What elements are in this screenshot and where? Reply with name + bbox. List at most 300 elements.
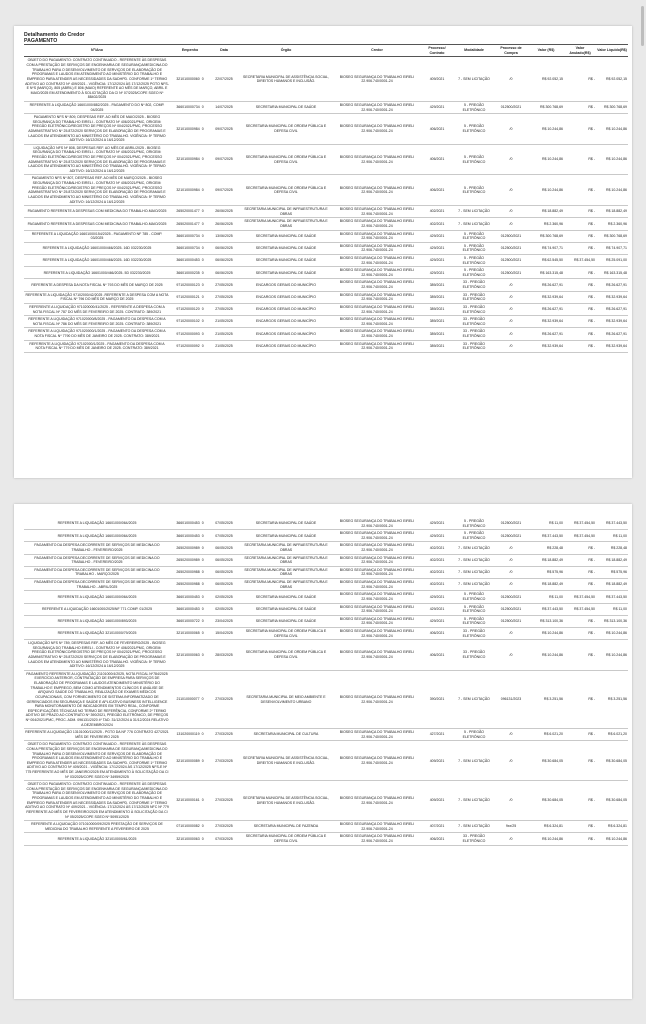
row-valor-liquido [596,101,628,113]
row-description [24,640,170,671]
row-empenho-seq: 0 [201,294,204,299]
row-valor-liquido [596,627,628,639]
row-credor: BIOSEG SEGURANÇA DO TRABALHO EIRELI 22.906.740/0001-24 [339,650,415,660]
row-description [24,328,170,340]
row-orgao [238,566,334,578]
row-empenho [170,230,210,242]
row-empenho [170,729,210,741]
row-modalidade: 5 - PREGÃO ELETRÔNICO [462,185,486,195]
row-description [24,316,170,328]
row-empenho-seq: 0 [201,157,204,162]
row-valor: R$ 6.324,81 [543,824,563,829]
row-orgao: SECRETARIA MUNICIPAL DE ORDEM PÚBLICA E DEFESA CIVIL [245,628,327,638]
row-date: 07/03/2025 [215,836,233,841]
row-valor [528,101,564,113]
table-row [24,670,628,728]
row-valor: R$ 228,48 [546,545,563,550]
row-processo-compra: 012500/2021 [500,270,522,275]
row-orgao: SECRETARIA MUNICIPAL DE SAÚDE [255,270,317,275]
row-date [210,291,238,303]
row-date: 27/03/2025 [215,798,233,803]
row-empenho-seq: 0 [201,126,204,131]
row-processo: 406/2021 [429,631,445,636]
row-empenho-seq: 0 [201,76,204,81]
table-row [24,255,628,267]
row-empenho: 265020001477 [176,221,200,226]
row-description [24,230,170,242]
row-orgao: SECRETARIA MUNICIPAL DE INFRAESTRUTURA E OBRAS [244,567,328,577]
row-credor: BIOSEG SEGURANÇA DO TRABALHO EIRELI 22.906.740/0001-24 [339,207,415,216]
row-valor-liquido [596,114,628,145]
row-valor-liquido [596,218,628,230]
row-modalidade [454,542,494,554]
row-description: LIQUIDAÇÃO NFS Nº 808, DESPESAS REF. AO MÊS DE ABRIL/2025 - BIOSEG SEGURANÇA DO TRABALHO EIRELI - CONTRATO Nº 406/2021/PMC, ORIGEM: PREGÃO ELETRÔNICO/REGISTRO DE PREÇOS Nº 004/2021/PMC, PROCESSO ADMINISTRATIVO Nº 25.872/2020 SERVIÇOS DE ELABORAÇÃO DE PROGRAMAS E LAUDOS EM ATENDIMENTO AO MINISTÉRIO DO TRABALHO. VIGÊNCIA: 5º TERMO ADITIVO: 16/12/2024 A 16/12/2025 [28,145,166,173]
row-credor [334,741,420,781]
row-processo-compra [494,566,528,578]
row-valor: R$ 313.100,36 [540,619,563,624]
row-valor: R$ 32.939,64 [541,343,563,348]
row-processo-compra [494,729,528,741]
table-row [24,530,628,542]
col-header-credor: Credor [334,45,420,57]
row-valor [528,542,564,554]
row-valor-liquido [596,554,628,566]
row-date [210,144,238,175]
row-valor [528,554,564,566]
row-processo [420,316,454,328]
row-empenho-seq: 0 [201,533,204,538]
row-modalidade: 7 - SEM LICITAÇÃO [458,697,490,702]
row-processo: 429/2021 [429,258,445,263]
row-processo-compra: /0 [509,343,513,348]
row-processo-compra: 096131/2023 [500,697,522,702]
table-row [24,627,628,639]
row-credor [334,175,420,206]
row-processo-compra [494,267,528,279]
row-empenho [170,627,210,639]
row-processo-compra: 012500/2021 [500,233,522,238]
row-valor-anulado [564,267,596,279]
row-modalidade [454,566,494,578]
row-modalidade: 7 - SEM LICITAÇÃO [458,209,490,214]
row-processo: 409/2021 [429,758,445,763]
row-empenho: 265020000988 [176,582,200,587]
row-modalidade: 7 - SEM LICITAÇÃO [458,798,490,803]
row-processo: 402/2021 [429,209,445,214]
row-empenho: 321010000984 [176,126,200,131]
row-description [24,554,170,566]
row-valor-anulado [564,340,596,352]
row-description: PAGAMENTO NFS Nº 809, DESPESAS REF. AO MÊS DE MAIO/2025 - BIOSEG SEGURANÇA DO TRABALHO EIRELI - CONTRATO Nº 406/2021/PMC, ORIGEM: PREGÃO ELETRÔNICO/REGISTRO DE PREÇOS Nº 004/2021/PMC, PROCESSO ADMINISTRATIVO Nº 25.872/2020 SERVIÇOS DE ELABORAÇÃO DE PROGRAMAS E LAUDOS EM ATENDIMENTO AO MINISTÉRIO DO TRABALHO. VIGÊNCIA: 5º TERMO ADITIVO: 16/12/2024 A 16/12/2025 [28,115,166,143]
row-valor-anulado [564,206,596,218]
row-valor-anulado [564,729,596,741]
row-empenho-seq: 0 [201,343,204,348]
row-orgao [238,175,334,206]
row-valor: R$ 163.315,48 [540,270,563,275]
row-valor-liquido: R$ 18.882,49 [605,582,627,587]
document-title: Detalhamento do Credor [24,32,85,38]
table-row [24,741,628,781]
row-valor-liquido [596,340,628,352]
row-valor-anulado: R$ - [588,294,595,299]
row-valor-liquido: R$ 26.627,91 [605,331,627,336]
document-header [14,26,632,44]
row-date [210,316,238,328]
row-date [210,340,238,352]
row-empenho: 366010000734 [176,105,200,110]
row-valor-liquido: R$ 10.244,86 [605,652,627,657]
row-orgao [238,579,334,591]
row-processo: 390/2021 [429,697,445,702]
row-valor-anulado: R$ - [588,619,595,624]
row-credor: BIOSEG SEGURANÇA DO TRABALHO EIRELI 22.906.740/0001-24 [339,694,415,704]
row-valor-anulado: R$ - [588,105,595,110]
row-credor [334,101,420,113]
row-empenho: 321010000984 [176,188,200,192]
row-description: PAGAMENTO REFERENTE A DESPESAS COM MEDICINA DO TRABALHO-MAIO/2025 [27,209,167,214]
row-valor-liquido: R$ 26.627,91 [605,282,627,287]
row-valor-anulado: R$ - [588,246,595,251]
row-processo [420,821,454,833]
row-description [24,579,170,591]
row-orgao [238,542,334,554]
row-valor-anulado: R$ - [588,282,595,287]
row-empenho [170,206,210,218]
row-valor-liquido: R$ 300.768,69 [604,105,627,110]
row-valor-liquido: R$ 10.244,86 [605,188,627,192]
row-processo-compra: /0 [509,331,513,336]
row-valor-anulado: R$ - [588,126,595,131]
document-subtitle: PAGAMENTO [24,38,58,44]
row-modalidade: 5 - PREGÃO ELETRÔNICO [462,124,486,133]
row-modalidade [454,670,494,728]
row-valor: R$ 92.052,15 [541,76,563,81]
row-description: OBJETO DO PAGAMENTO: CONTRATO CONTINUADO - REFERENTE ÀS DESPESAS COM A PRESTAÇÃO DE SERVIÇOS DE ENGENHARIA DE SEGURANÇA/MEDICINA DO TRABALHO PARA O DESENVOLVIMENTO DE SERVIÇOS DE ELABORAÇÃO DE PROGRAMAS E LAUDOS EM ATENDIMENTO AO MINISTÉRIO DO TRABALHO E EMPREGO PARA ATENDER AS NECESSIDADES DA SADHPD. CONFORME 1º TERMO ADITIVO AO CONTRATO Nº 409/2021 - VIGÊNCIA: 17/12/2024 ÀS 17/12/2025 PGTO NFS-E NºS (MARÇO), 805 (ABRIL) E 806 (MAIO) REFERENTE AO MÊS DE MARÇO, ABRIL E MAIO/2025 EM ATENDIMENTO À SOLICITAÇÃO DA CI Nº 07/2025/COPE SGEO Nº 88402/2025 [25,58,169,100]
row-orgao [238,821,334,833]
row-empenho [170,741,210,781]
row-orgao: SECRETARIA MUNICIPAL DE SAÚDE [255,619,317,624]
row-valor: R$ 18.882,49 [541,582,563,587]
row-description [24,279,170,291]
row-valor-liquido [596,175,628,206]
col-header-numero: Nº/Ano [24,45,170,57]
row-empenho: 971020000093 [176,331,200,336]
row-valor: R$ 37.443,50 [541,533,563,538]
row-valor-anulado [564,591,596,603]
row-empenho [170,242,210,254]
row-processo-compra [494,530,528,542]
row-processo-compra [494,175,528,206]
row-description: REFERENTE A LIQUIDAÇÃO 16601000/893/2025 [57,619,137,624]
row-orgao: SECRETARIA MUNICIPAL DE SAÚDE [255,606,317,611]
table-row [24,566,628,578]
row-credor: BIOSEG SEGURANÇA DO TRABALHO EIRELI 22.906.740/0001-24 [339,268,415,277]
row-orgao [238,627,334,639]
row-description [24,303,170,315]
row-date: 27/05/2025 [215,294,233,299]
table-header-row [24,45,628,57]
row-processo [420,640,454,671]
row-credor: BIOSEG SEGURANÇA DO TRABALHO EIRELI 22.906.740/0001-24 [339,628,415,638]
row-empenho [170,603,210,615]
row-valor-anulado [564,579,596,591]
row-processo-compra [494,627,528,639]
row-valor: R$ 3.251,56 [543,697,563,702]
row-credor [334,303,420,315]
row-valor-liquido: R$ 6.021,20 [607,732,627,737]
row-processo [420,303,454,315]
row-date: 21/05/2025 [215,319,233,324]
table-row [24,267,628,279]
row-valor-anulado: R$ - [588,157,595,162]
row-orgao: SECRETARIA MUNICIPAL DE ORDEM PÚBLICA E DEFESA CIVIL [245,834,327,843]
row-orgao: SECRETARIA MUNICIPAL DE MEIO AMBIENTE E DESENVOLVIMENTO URBANO [246,694,326,704]
row-processo [420,206,454,218]
row-orgao: SECRETARIA MUNICIPAL DE ASSISTÊNCIA SOCIAL, DIREITOS HUMANOS E INCLUSÃO. [243,796,329,805]
row-date [210,566,238,578]
row-processo-compra: /0 [509,732,513,737]
row-date: 14/07/2025 [215,105,233,110]
table-row [24,640,628,671]
row-orgao: ENCARGOS GERAIS DO MUNICÍPIO [256,282,316,287]
row-empenho: 321010000065 [176,631,200,636]
row-empenho-seq: 0 [201,307,204,312]
row-valor-anulado: R$ - [588,836,595,841]
row-modalidade [454,591,494,603]
row-processo [420,833,454,845]
row-processo-compra: /0 [509,157,513,162]
row-valor-liquido [596,279,628,291]
row-modalidade: 5 - PREGÃO ELETRÔNICO [462,155,486,164]
row-valor-liquido: R$ 30.684,05 [605,798,627,803]
row-modalidade: 33 - PREGÃO ELETRÔNICO [462,834,486,843]
row-valor [528,242,564,254]
row-credor: BIOSEG SEGURANÇA DO TRABALHO EIRELI 22.906.740/0001-24 [339,256,415,265]
row-empenho: 321010000089 [176,758,200,763]
row-valor-anulado [564,175,596,206]
row-empenho [170,554,210,566]
table-row [24,144,628,175]
col-header-data: Data [210,45,238,57]
row-processo [420,242,454,254]
row-credor [334,255,420,267]
row-modalidade: 5 - PREGÃO ELETRÔNICO [462,256,486,265]
row-date: 23/04/2025 [215,619,233,624]
row-valor-liquido: R$ 10.244,86 [605,631,627,636]
row-valor-anulado: R$ 37.454,50 [573,521,595,526]
row-date [210,781,238,821]
row-valor-anulado [564,242,596,254]
row-description: REFERENTE A LIQUIDAÇÃO 971020000/41/2025 - REFERENTE A DESPESA COM A NOTA FISCAL Nº 787 DO MÊS DE FEVEREIRO DE 2025. CONTRATO: 389/2021 [29,304,165,314]
row-description: REFERENTE A LIQUIDAÇÃO 16601000/154/2025 - PAGAMENTO NF 785 - COMP. 03/2025 [31,231,163,241]
row-credor: BIOSEG SEGURANÇA DO TRABALHO EIRELI 22.906.740/0001-24 [339,592,415,601]
row-valor-liquido [596,57,628,101]
row-valor: R$ 300.768,69 [540,233,563,238]
row-date [210,670,238,728]
row-valor-liquido [596,821,628,833]
row-date [210,554,238,566]
row-empenho [170,542,210,554]
row-modalidade: 7 - SEM LICITAÇÃO [458,824,490,829]
row-valor-liquido: R$ 32.939,64 [605,319,627,324]
row-date: 06/06/2025 [215,270,233,275]
row-valor [528,729,564,741]
row-empenho-seq: 0 [201,619,204,624]
row-modalidade [454,242,494,254]
row-empenho [170,267,210,279]
row-orgao: ENCARGOS GERAIS DO MUNICÍPIO [256,319,316,324]
row-valor-anulado: R$ 37.454,50 [573,606,595,611]
row-empenho: 971020000102 [176,319,200,324]
row-valor: R$ 26.627,91 [541,331,563,336]
row-valor-liquido: R$ 2.360,96 [607,221,627,226]
row-processo-compra: 012500/2021 [500,258,522,263]
row-orgao: SECRETARIA MUNICIPAL DE SAÚDE [255,533,317,538]
row-orgao: SECRETARIA MUNICIPAL DE ORDEM PÚBLICA E DEFESA CIVIL [245,650,327,660]
row-valor: R$ 10.244,86 [541,157,563,162]
row-valor-liquido: R$ 11,00 [613,606,627,611]
row-empenho: 366010000734 [176,233,200,238]
table-row [24,114,628,145]
row-valor-liquido: R$ 228,48 [610,545,627,550]
row-modalidade: 33 - PREGÃO ELETRÔNICO [462,317,486,326]
row-credor: BIOSEG SEGURANÇA DO TRABALHO EIRELI 22.906.740/0001-24 [339,822,415,831]
row-date: 07/05/2025 [215,533,233,538]
row-valor [528,255,564,267]
row-modalidade: 7 - SEM LICITAÇÃO [458,545,490,550]
row-valor-anulado: R$ 37.454,50 [573,258,595,263]
row-orgao [238,206,334,218]
row-description: REFERENTE A LIQUIDAÇÃO 16601000/064/2025 [57,594,137,599]
row-description: REFERENTE A LIQUIDAÇÃO 321010000/61/2025 [57,836,137,841]
row-modalidade: 7 - SEM LICITAÇÃO [458,570,490,575]
row-valor-anulado: R$ - [588,758,595,763]
row-description [24,741,170,781]
row-credor: BIOSEG SEGURANÇA DO TRABALHO EIRELI 22.906.740/0001-24 [339,580,415,589]
row-description [24,615,170,627]
row-valor: R$ 74.907,71 [541,246,563,251]
row-processo [420,554,454,566]
scrollbar[interactable] [641,6,644,46]
row-modalidade [454,328,494,340]
row-processo-compra: /0 [509,798,513,803]
payments-table-page-1 [24,44,628,353]
row-modalidade: 5 - PREGÃO ELETRÔNICO [462,519,486,528]
row-valor [528,303,564,315]
row-modalidade [454,206,494,218]
row-valor-anulado: R$ - [588,188,595,192]
row-credor [334,530,420,542]
row-valor-anulado [564,328,596,340]
row-processo-compra: /0 [509,836,513,841]
row-description: PAGAMENTO DA DESPESA DECORRENTE DE SERVIÇOS DE MEDICINA DO TRABALHO - MARÇO/2025 [34,567,160,577]
row-empenho: 211010000077 [176,697,200,702]
row-processo: 406/2021 [429,188,445,192]
row-credor: BIOSEG SEGURANÇA DO TRABALHO EIRELI 22.906.740/0001-24 [339,219,415,228]
table-row [24,542,628,554]
row-valor-anulado: R$ - [588,319,595,324]
row-credor [334,316,420,328]
row-empenho-seq: 0 [201,582,204,587]
row-description: REFERENTE A LIQUIDAÇÃO 321010000/79/2025 [57,631,137,636]
row-valor-anulado: R$ - [588,76,595,81]
row-processo-compra [494,741,528,781]
row-orgao [238,741,334,781]
row-modalidade: 7 - SEM LICITAÇÃO [458,758,490,763]
row-valor [528,591,564,603]
row-orgao [238,101,334,113]
row-orgao: SECRETARIA MUNICIPAL DE INFRAESTRUTURA E OBRAS [244,207,328,216]
row-date: 02/05/2025 [215,606,233,611]
row-valor-liquido [596,518,628,530]
row-processo: 402/2021 [429,582,445,587]
row-orgao: SECRETARIA MUNICIPAL DE INFRAESTRUTURA E OBRAS [244,219,328,228]
row-empenho [170,255,210,267]
row-processo: 406/2021 [429,836,445,841]
row-valor [528,230,564,242]
row-description [24,566,170,578]
row-valor: R$ 300.768,69 [540,105,563,110]
row-modalidade [454,303,494,315]
row-valor-liquido: R$ 37.443,50 [605,594,627,599]
table-body-page-2 [24,518,628,845]
row-valor-anulado [564,57,596,101]
row-description: REFERENTE A LIQUIDAÇÃO 16601000/466/2025- 16D 032230/2025 [42,258,152,263]
row-processo-compra [494,218,528,230]
row-date [210,279,238,291]
row-orgao [238,57,334,101]
row-valor-anulado: R$ - [588,582,595,587]
row-empenho: 971020000092 [176,343,200,348]
row-empenho: 265020000988 [176,570,200,575]
row-date [210,101,238,113]
row-credor [334,267,420,279]
row-orgao: SECRETARIA MUNICIPAL DE ORDEM PÚBLICA E DEFESA CIVIL [245,124,327,133]
row-date: 27/03/2025 [215,824,233,829]
row-valor: R$ 18.882,49 [541,557,563,562]
row-valor-anulado: R$ - [588,343,595,348]
row-processo [420,530,454,542]
row-valor-liquido [596,316,628,328]
row-valor-liquido [596,729,628,741]
row-processo: 429/2021 [429,233,445,238]
row-modalidade [454,640,494,671]
row-valor [528,114,564,145]
col-header-orgao: Órgão [238,45,334,57]
row-valor [528,579,564,591]
row-description [24,518,170,530]
row-processo: 389/2021 [429,294,445,299]
row-date: 21/05/2025 [215,331,233,336]
row-valor-liquido [596,833,628,845]
col-header-modalidade: Modalidade [454,45,494,57]
row-valor [528,316,564,328]
row-empenho [170,821,210,833]
row-valor-anulado [564,603,596,615]
row-modalidade [454,741,494,781]
row-date: 15/04/2025 [215,631,233,636]
row-valor-liquido [596,291,628,303]
row-valor-liquido: R$ 30.684,05 [605,758,627,763]
row-valor: R$ 10.244,86 [541,126,563,131]
row-processo [420,218,454,230]
row-processo [420,591,454,603]
row-processo [420,57,454,101]
row-empenho: 321010000060 [176,76,200,81]
row-credor: BIOSEG SEGURANÇA DO TRABALHO EIRELI 22.906.740/0001-24 [339,531,415,540]
row-modalidade [454,615,494,627]
row-empenho-seq: 0 [201,697,204,702]
